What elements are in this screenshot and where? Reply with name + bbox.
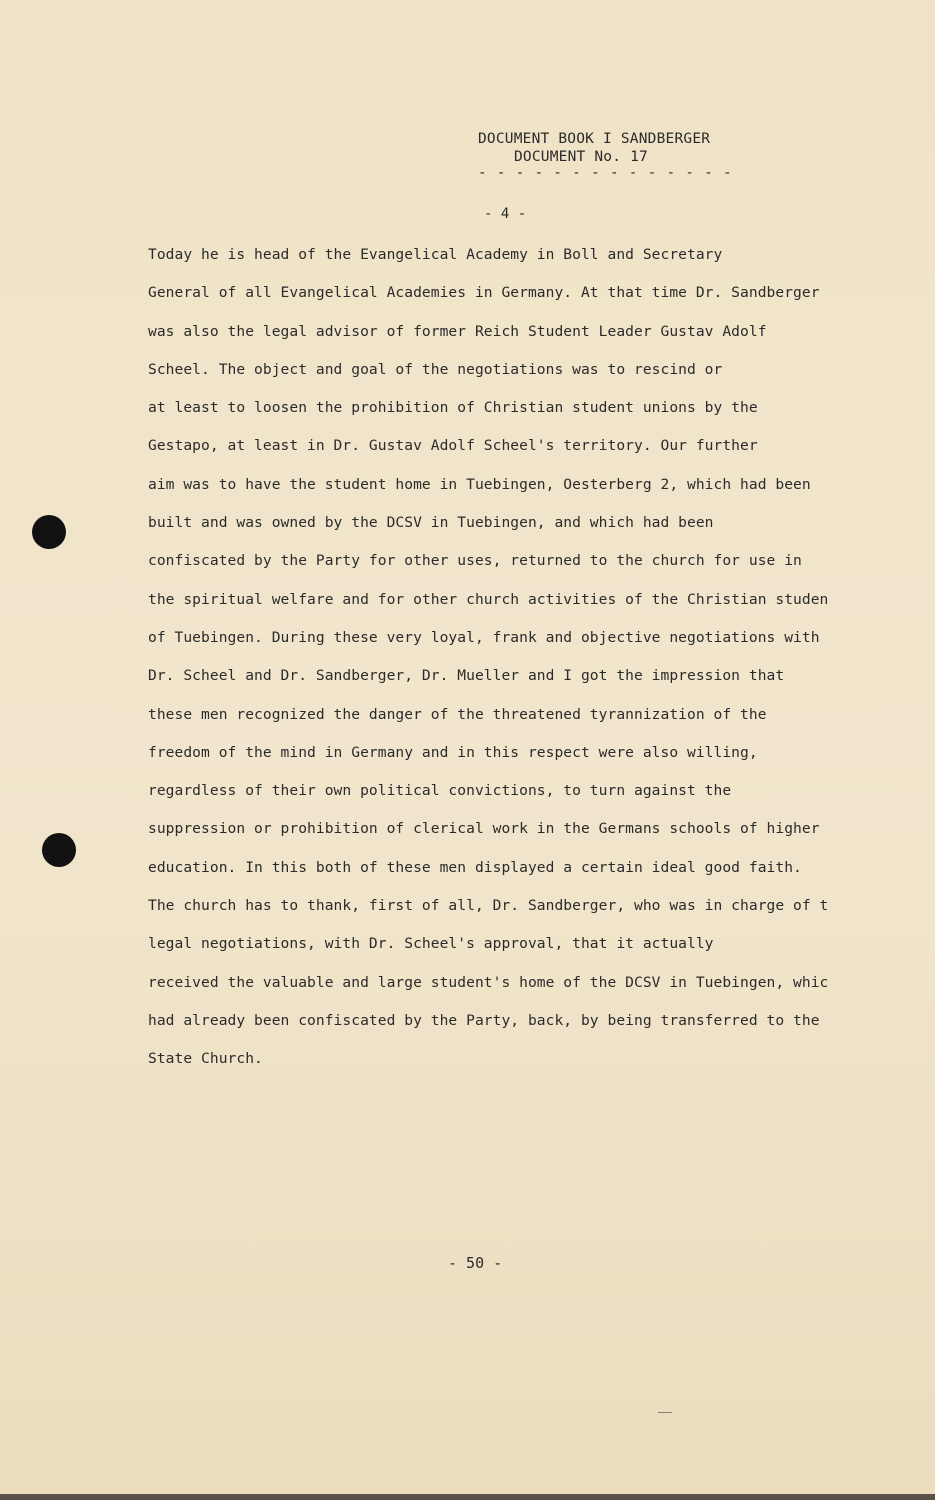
body-line: these men recognized the danger of the threatened tyrannization of the (148, 705, 767, 723)
body-line: aim was to have the student home in Tuebingen, Oesterberg 2, which had been (148, 475, 811, 493)
body-line: General of all Evangelical Academies in Germany. At that time Dr. Sandberger (148, 284, 820, 302)
header-divider: - - - - - - - - - - - - - - (478, 165, 733, 181)
body-line: built and was owned by the DCSV in Tuebingen, and which had been (148, 514, 714, 532)
body-line: Scheel. The object and goal of the negotiations was to rescind or (148, 360, 723, 378)
footer-page-number: - 50 - (448, 1254, 503, 1272)
body-line: of Tuebingen. During these very loyal, frank and objective negotiations with (148, 628, 820, 646)
body-line: regardless of their own political convictions, to turn against the (148, 782, 732, 800)
document-book-title: DOCUMENT BOOK I SANDBERGER (478, 131, 711, 147)
body-line: received the valuable and large student's home of the DCSV in Tuebingen, whic (148, 973, 829, 991)
punch-hole (42, 833, 76, 867)
body-line: was also the legal advisor of former Reich Student Leader Gustav Adolf (148, 322, 767, 340)
body-line: suppression or prohibition of clerical work in the Germans schools of higher (148, 820, 820, 838)
body-text (148, 243, 893, 1086)
body-line: freedom of the mind in Germany and in this respect were also willing, (148, 743, 758, 761)
body-line: at least to loosen the prohibition of Christian student unions by the (148, 399, 758, 417)
body-line: education. In this both of these men displayed a certain ideal good faith. (148, 858, 802, 876)
document-header (478, 130, 768, 182)
body-line: confiscated by the Party for other uses, returned to the church for use in (148, 552, 802, 570)
document-number: DOCUMENT No. 17 (514, 149, 648, 165)
body-line: Today he is head of the Evangelical Academy in Boll and Secretary (148, 246, 723, 263)
scan-edge (0, 1494, 935, 1500)
body-line: The church has to thank, first of all, Dr. Sandberger, who was in charge of t (148, 897, 829, 915)
body-line: had already been confiscated by the Party, back, by being transferred to the (148, 1011, 820, 1029)
punch-hole (32, 515, 66, 549)
body-line: Gestapo, at least in Dr. Gustav Adolf Scheel's territory. Our further (148, 437, 758, 455)
body-line: the spiritual welfare and for other church activities of the Christian studen (148, 590, 829, 608)
paper-mark (658, 1412, 672, 1413)
page-marker: - 4 - (484, 206, 527, 222)
body-line: Dr. Scheel and Dr. Sandberger, Dr. Mueller and I got the impression that (148, 667, 785, 685)
body-line: legal negotiations, with Dr. Scheel's approval, that it actually (148, 935, 714, 953)
body-line: State Church. (148, 1050, 263, 1068)
